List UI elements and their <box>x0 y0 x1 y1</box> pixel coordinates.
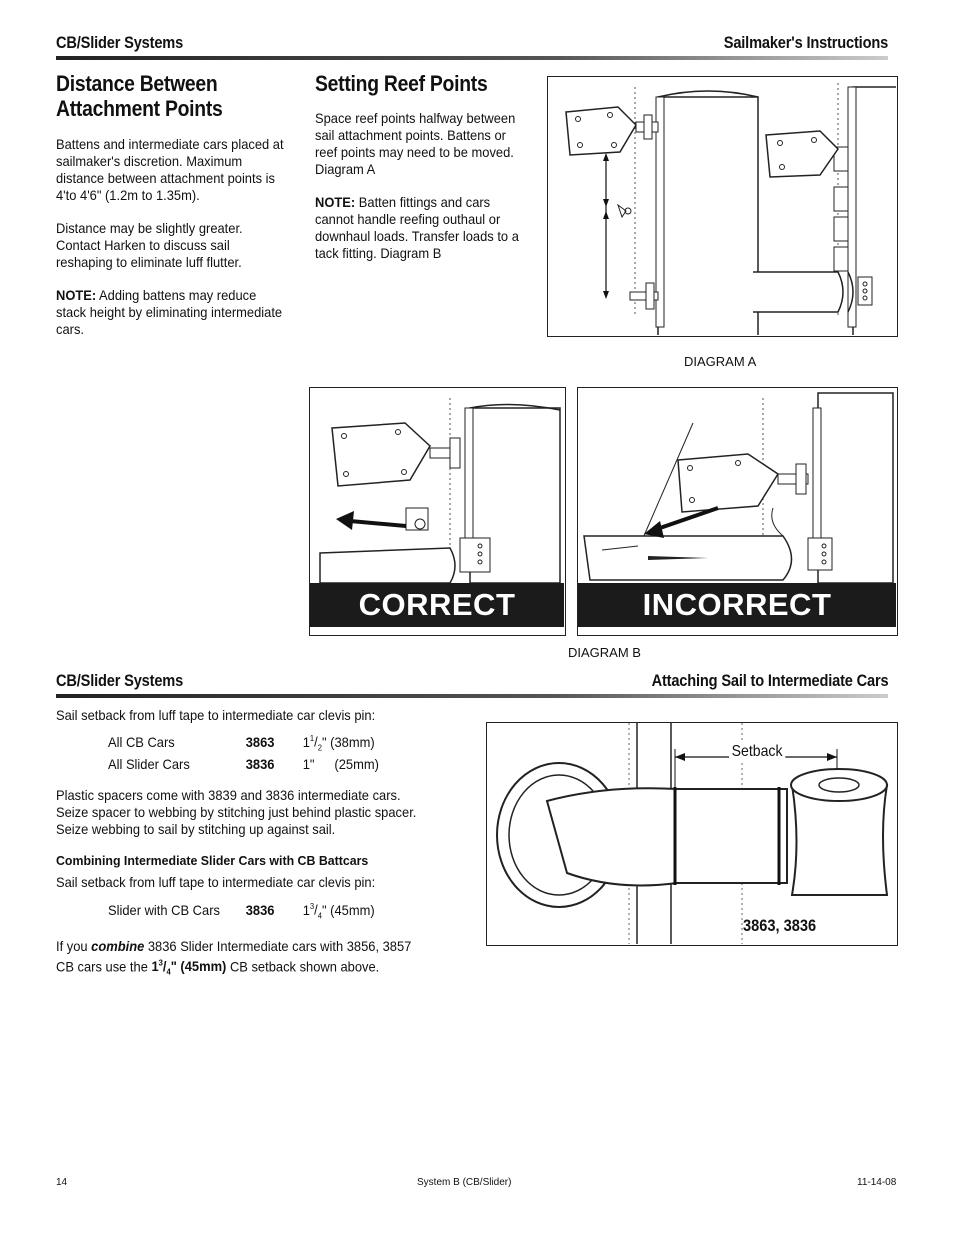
section-header-left: CB/Slider Systems <box>56 33 184 52</box>
section-header-right: Sailmaker's Instructions <box>723 33 888 52</box>
diagram-b-caption: DIAGRAM B <box>568 645 641 660</box>
section-reef <box>315 71 540 278</box>
combining-title: Combining Intermediate Slider Cars with CB Battcars <box>56 853 369 869</box>
correct-label: CORRECT <box>310 583 564 627</box>
distance-paragraph-2: Distance may be slightly greater. Contact Harken to discuss sail reshaping to eliminate luff flutter. <box>56 221 243 270</box>
spacer-instructions: Plastic spacers come with 3839 and 3836 intermediate cars. Seize spacer to webbing by stitching just behind plastic spacer. Seize webbing to sail by stitching up against sail. <box>56 788 417 838</box>
incorrect-illustration <box>578 388 896 583</box>
setback-row-slider: All Slider Cars 3836 1" (25mm) <box>108 757 379 773</box>
incorrect-label: INCORRECT <box>578 583 896 627</box>
mast-reef-illustration <box>548 77 896 335</box>
distance-paragraph-1: Battens and intermediate cars placed at sailmaker's discretion. Maximum distance between attachment points is 4'to 4'6" (1.2m to 1.35m). <box>56 137 284 203</box>
header-rule <box>56 56 888 60</box>
diagram-a-figure <box>547 76 898 337</box>
footer-title: System B (CB/Slider) <box>417 1177 512 1188</box>
footer-page-number: 14 <box>56 1177 68 1188</box>
setback-intro: Sail setback from luff tape to intermediate car clevis pin: <box>56 708 376 723</box>
section-title-distance: Distance Between Attachment Points <box>56 71 223 121</box>
setback-table <box>108 730 439 773</box>
section3-rule <box>56 694 888 698</box>
section-distance <box>56 71 296 354</box>
setback-part-numbers: 3863, 3836 <box>743 916 817 935</box>
section3-header-left: CB/Slider Systems <box>56 671 184 690</box>
reef-paragraph-1: Space reef points halfway between sail attachment points. Battens or reef points may need to be moved. Diagram A <box>315 111 516 177</box>
section-title-reef: Setting Reef Points <box>315 71 488 96</box>
diagram-b-correct-panel <box>309 387 566 636</box>
setback-label: Setback <box>729 743 785 761</box>
correct-illustration <box>310 388 564 583</box>
setback-row-cb: All CB Cars 3863 $1^1/_2$" (38mm) <box>108 734 375 753</box>
setback-illustration <box>487 723 896 944</box>
reef-note: NOTE: Batten fittings and cars cannot handle reefing outhaul or downhaul loads. Transfer loads to a tack fitting. Diagram B <box>315 195 519 261</box>
combine-instructions: If you combine 3836 Slider Intermediate cars with 3856, 3857 CB cars use the $1^3/_4$" (45mm) CB setback shown above. <box>56 938 412 977</box>
diagram-a-caption: DIAGRAM A <box>684 354 757 369</box>
footer-date: 11-14-08 <box>857 1177 897 1188</box>
setback-section <box>56 707 456 981</box>
setback-row-combined: Slider with CB Cars 3836 $1^3/_4$" (45mm) <box>108 902 375 921</box>
section3-header-right: Attaching Sail to Intermediate Cars <box>651 671 888 690</box>
distance-note: NOTE: Adding battens may reduce stack height by eliminating intermediate cars. <box>56 288 283 337</box>
diagram-b-incorrect-panel <box>577 387 898 636</box>
setback-diagram <box>486 722 898 946</box>
setback-intro-2: Sail setback from luff tape to intermediate car clevis pin: <box>56 875 376 891</box>
